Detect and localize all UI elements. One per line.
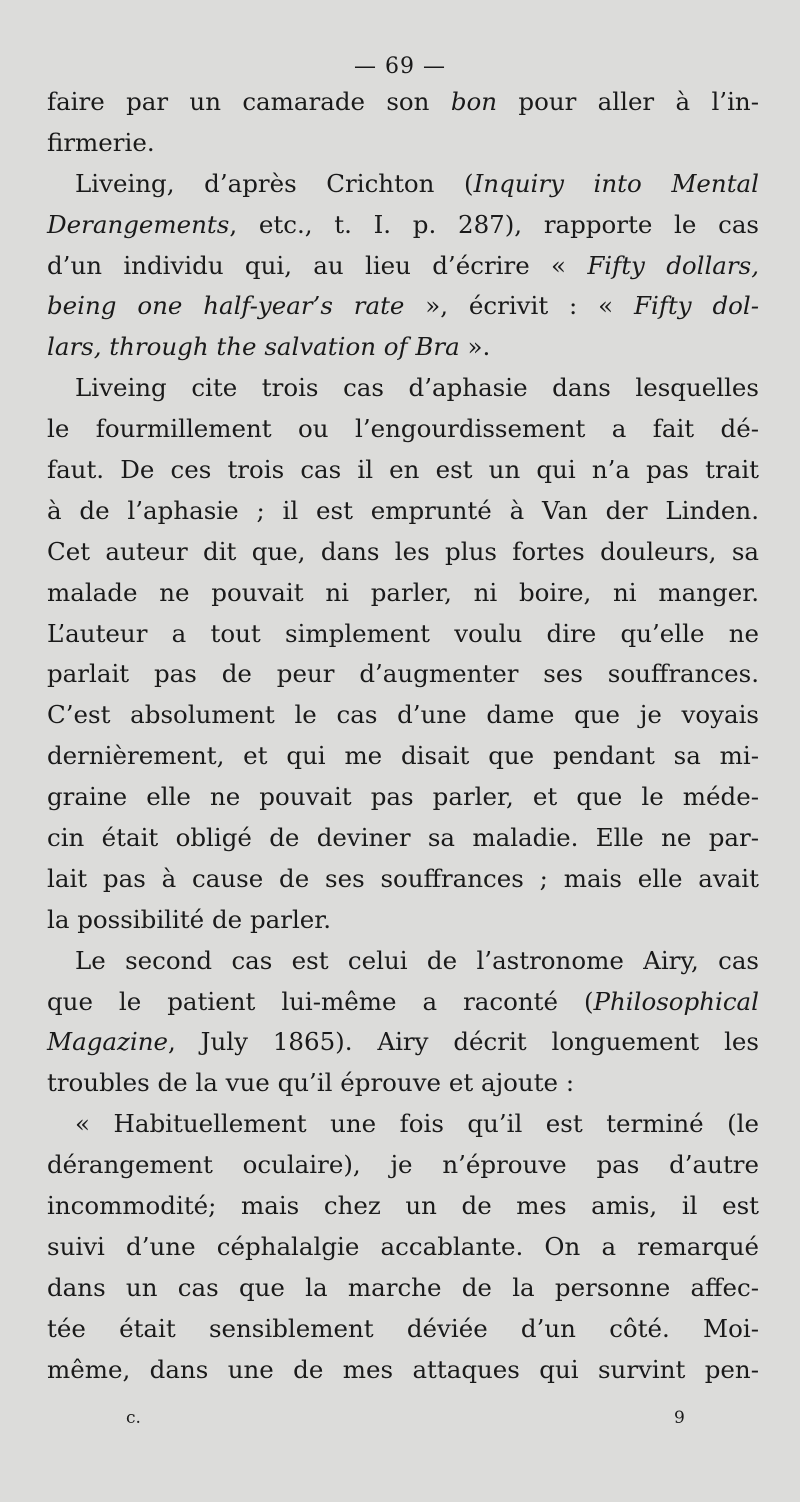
text-segment: pour aller à l’in- [497, 87, 759, 116]
text-segment: à de l’aphasie ; il est emprunté à Van der Linden. [47, 495, 759, 525]
text-segment: parlait pas de peur d’augmenter ses souffrances. [47, 659, 759, 689]
text-line [47, 614, 759, 655]
text-segment: cin était obligé de deviner sa maladie. Elle ne par- [47, 823, 759, 853]
italic-segment: Magazine [47, 1027, 169, 1057]
text-line [47, 286, 759, 327]
text-segment: malade ne pouvait ni parler, ni boire, ni manger. [47, 577, 759, 607]
text-line [47, 982, 759, 1023]
text-segment: Liveing cite trois cas d’aphasie dans lesquelles [75, 373, 759, 403]
text-line [47, 777, 759, 818]
text-segment: L’auteur a tout simplement voulu dire qu’elle ne [47, 618, 759, 648]
text-line [47, 1309, 759, 1350]
text-segment: incommodité; mais chez un de mes amis, il est [47, 1191, 759, 1221]
text-line [47, 818, 759, 859]
body-text [47, 82, 759, 1391]
text-line [47, 1145, 759, 1186]
text-line [47, 1063, 759, 1104]
text-segment: graine elle ne pouvait pas parler, et que le méde- [47, 782, 759, 812]
italic-segment: lars, through the salvation of Bra [47, 332, 460, 362]
text-line [47, 1268, 759, 1309]
italic-segment: Fifty dol- [634, 291, 759, 321]
text-line [47, 205, 759, 246]
text-segment: ». [459, 332, 491, 362]
text-segment: le fourmillement ou l’engourdissement a fait dé- [47, 414, 759, 444]
sheet-number: 9 [674, 1408, 685, 1428]
text-line [47, 654, 759, 695]
text-line [47, 1350, 759, 1391]
text-line [47, 900, 759, 941]
text-line [47, 123, 759, 164]
text-segment: C’est absolument le cas d’une dame que je voyais [47, 700, 759, 730]
text-segment: faire par un camarade son [47, 87, 451, 116]
text-line [47, 409, 759, 450]
text-line [47, 1227, 759, 1268]
text-line [47, 532, 759, 573]
text-segment: que le patient lui-même a raconté ( [47, 986, 594, 1016]
text-line [47, 736, 759, 777]
text-segment: faut. De ces trois cas il en est un qui n’a pas trait [47, 455, 759, 485]
text-line [47, 450, 759, 491]
italic-segment: Derangements [47, 209, 230, 239]
text-segment: tée était sensiblement déviée d’un côté. Moi- [47, 1313, 759, 1343]
text-segment: Le second cas est celui de l’astronome Airy, cas [75, 945, 759, 975]
italic-segment: Philosophical [593, 986, 759, 1016]
text-line [47, 573, 759, 614]
text-segment: la possibilité de parler. [47, 904, 332, 934]
text-segment: suivi d’une céphalalgie accablante. On a remarqué [47, 1231, 759, 1261]
text-segment: dernièrement, et qui me disait que pendant sa mi- [47, 741, 759, 771]
text-segment: , July 1865). Airy décrit longuement les [168, 1027, 759, 1057]
text-line [47, 327, 759, 368]
text-line [47, 1104, 759, 1145]
text-line [47, 82, 759, 123]
italic-segment: Inquiry into Mental [473, 168, 760, 198]
text-segment: », écrivit : « [404, 291, 634, 321]
text-segment: lait pas à cause de ses souffrances ; mais elle avait [47, 863, 759, 893]
text-line [47, 1186, 759, 1227]
text-segment: firmerie. [47, 127, 155, 157]
text-line [47, 368, 759, 409]
text-segment: Liveing, d’après Crichton ( [75, 168, 474, 198]
italic-segment: being one half-year’s rate [47, 291, 405, 321]
text-segment: dérangement oculaire), je n’éprouve pas d’autre [47, 1150, 759, 1180]
text-segment: d’un individu qui, au lieu d’écrire « [47, 250, 588, 280]
text-line [47, 1022, 759, 1063]
text-line [47, 491, 759, 532]
text-line [47, 859, 759, 900]
text-line [47, 164, 759, 205]
text-segment: même, dans une de mes attaques qui survint pen- [47, 1354, 759, 1384]
text-line [47, 246, 759, 287]
italic-segment: bon [450, 87, 498, 116]
signature-mark: c. [126, 1408, 141, 1428]
text-segment: , etc., t. I. p. 287), rapporte le cas [229, 209, 759, 239]
text-line [47, 941, 759, 982]
text-line [47, 695, 759, 736]
italic-segment: Fifty dollars, [587, 250, 759, 280]
page-number: — 69 — [354, 54, 446, 79]
text-segment: dans un cas que la marche de la personne affec- [47, 1272, 759, 1302]
text-segment: « Habituellement une fois qu’il est terminé (le [75, 1109, 759, 1139]
text-segment: Cet auteur dit que, dans les plus fortes douleurs, sa [47, 536, 759, 566]
text-segment: troubles de la vue qu’il éprouve et ajoute : [47, 1068, 575, 1098]
